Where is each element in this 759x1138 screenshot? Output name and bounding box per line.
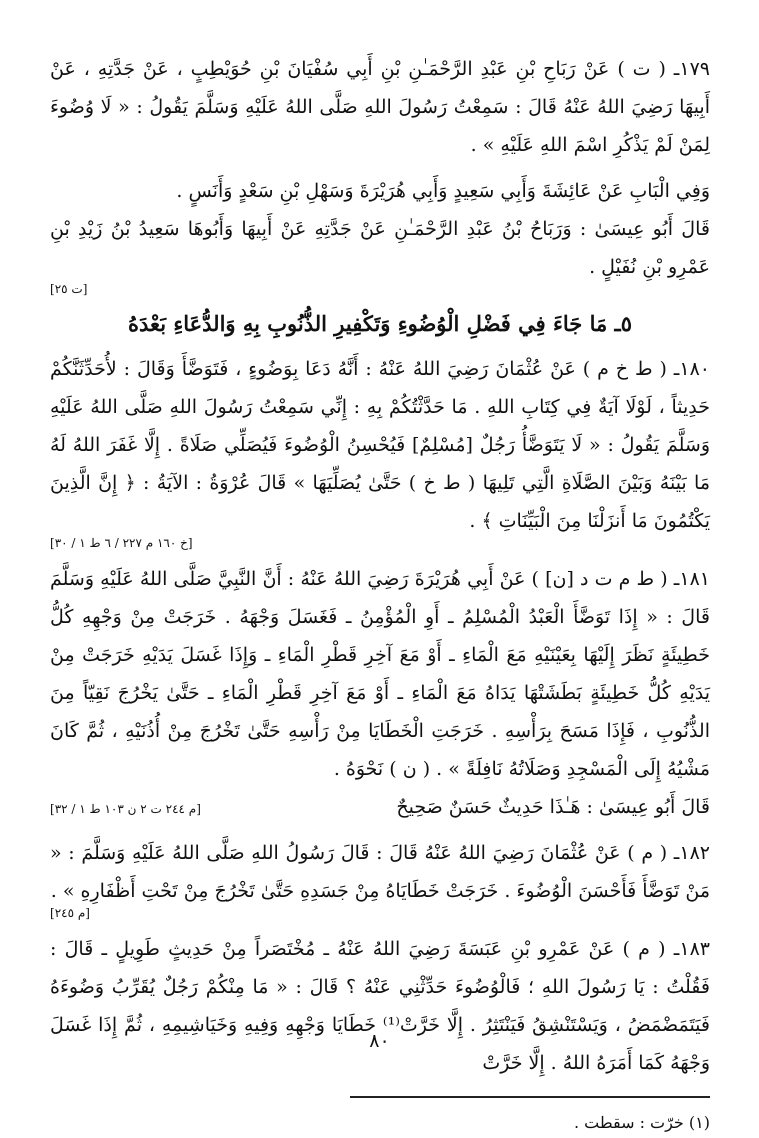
hadith-179-reference: [ت ٢٥] [50,282,88,296]
footnote-divider [350,1096,710,1098]
hadith-181-text: ١٨١ـ ( ط م ت د [ن] ) عَنْ أَبِي هُرَيْرَةَ رَضِيَ اللهُ عَنْهُ : أَنَّ النَّبِيَّ صَلَّى اللهُ عَلَيْهِ وَسَلَّمَ قَالَ : « إِذَا تَوَضَّأَ الْعَبْدُ الْمُسْلِمُ ـ أَوِ الْمُؤْمِنُ ـ فَغَسَلَ وَجْهَهُ . خَرَجَتْ مِنْ وَجْهِهِ كُلُّ خَطِيئَةٍ نَظَرَ إِلَيْهَا بِعَيْنَيْهِ مَعَ الْمَاءِ ـ أَوْ مَعَ آخِرِ قَطْرِ الْمَاءِ ـ وَإِذَا غَسَلَ يَدَيْهِ خَرَجَتْ مِنْ يَدَيْهِ كُلُّ خَطِيئَةٍ بَطَشَتْهَا يَدَاهُ مَعَ الْمَاءِ ـ أَوْ مَعَ آخِرِ قَطْرِ الْمَاءِ ـ حَتَّىٰ يَخْرُجَ نَقِيّاً مِنَ الذُّنُوبِ ، فَإِذَا مَسَحَ بِرَأْسِهِ . خَرَجَتِ الْخَطَايَا مِنْ رَأْسِهِ حَتَّىٰ تَخْرُجَ مِنْ أُذُنَيْهِ ، ثُمَّ كَانَ مَشْيُهُ إِلَى الْمَسْجِدِ وَصَلَاتُهُ نَافِلَةً » . ( ن ) نَحْوَهُ . [50,568,710,780]
hadith-181-reference: [م ٢٤٤ ت ٢ ن ١٠٣ ط ١ / ٣٢] [50,802,201,816]
hadith-179-comment: قَالَ أَبُو عِيسَىٰ : وَرَبَاحُ بْنُ عَبْدِ الرَّحْمَـٰنِ عَنْ جَدَّتِهِ عَنْ أَبِيهَا وَأَبُوهَا سَعِيدُ بْنُ زَيْدِ بْنِ عَمْرِو بْنِ نُفَيْلٍ . [50,218,710,278]
hadith-180-reference: [خ ١٦٠ م ٢٢٧ / ٦ ط ١ / ٣٠] [50,536,193,550]
document-page [50,50,710,1132]
chapter-heading: ٥ـ مَا جَاءَ فِي فَضْلِ الْوُضُوءِ وَتَكْفِيرِ الذُّنُوبِ بِهِ وَالدُّعَاءِ بَعْدَهُ [128,311,632,336]
hadith-179-text: ١٧٩ـ ( ت ) عَنْ رَبَاحِ بْنِ عَبْدِ الرَّحْمَـٰنِ بْنِ أَبِي سُفْيَانَ بْنِ حُوَيْطِبٍ ، عَنْ جَدَّتِهِ ، عَنْ أَبِيهَا رَضِيَ اللهُ عَنْهُ قَالَ : سَمِعْتُ رَسُولَ اللهِ صَلَّى اللهُ عَلَيْهِ وَسَلَّمَ يَقُولُ : « لَا وُضُوءَ لِمَنْ لَمْ يَذْكُرِ اسْمَ اللهِ عَلَيْهِ » . [50,58,710,156]
hadith-182-text: ١٨٢ـ ( م ) عَنْ عُثْمَانَ رَضِيَ اللهُ عَنْهُ قَالَ : قَالَ رَسُولُ اللهِ صَلَّى اللهُ عَلَيْهِ وَسَلَّمَ : « مَنْ تَوَضَّأَ فَأَحْسَنَ الْوُضُوءَ . خَرَجَتْ خَطَايَاهُ مِنْ جَسَدِهِ حَتَّىٰ تَخْرُجَ مِنْ تَحْتِ أَظْفَارِهِ » . [50,842,710,902]
hadith-182-reference: [م ٢٤٥] [50,906,90,920]
hadith-183-text: ١٨٣ـ ( م ) عَنْ عَمْرِو بْنِ عَبَسَةَ رَضِيَ اللهُ عَنْهُ ـ مُخْتَصَراً مِنْ حَدِيثٍ طَوِيلٍ ـ قَالَ : فَقُلْتُ : يَا رَسُولَ اللهِ ؛ فَالْوُضُوءَ حَدِّثْنِي عَنْهُ ؟ قَالَ : « مَا مِنْكُمْ رَجُلٌ يُقَرِّبُ وَضُوءَهُ فَيَتَمَضْمَضُ ، وَيَسْتَنْشِقُ فَيَنْتَثِرُ . إِلَّا خَرَّتْ⁽¹⁾ خَطَايَا وَجْهِهِ وَفِيهِ وَخَيَاشِيمِهِ ، ثُمَّ إِذَا غَسَلَ وَجْهَهُ كَمَا أَمَرَهُ اللهُ . إِلَّا خَرَّتْ [50,938,710,1074]
hadith-181-comment: قَالَ أَبُو عِيسَىٰ : هَـٰذَا حَدِيثٌ حَسَنٌ صَحِيحٌ [396,796,710,818]
footnote: (١) خرّت : سقطت . [573,1113,710,1132]
page-number: ٨٠ [369,1030,390,1052]
hadith-179-bab: وَفِي الْبَابِ عَنْ عَائِشَةَ وَأَبِي سَعِيدٍ وَأَبِي هُرَيْرَةَ وَسَهْلِ بْنِ سَعْدٍ وَأَنَسٍ . [176,180,710,202]
hadith-180-text: ١٨٠ـ ( ط خ م ) عَنْ عُثْمَانَ رَضِيَ اللهُ عَنْهُ : أَنَّهُ دَعَا بِوَضُوءٍ ، فَتَوَضَّأَ وَقَالَ : لأُحَدِّثَنَّكُمْ حَدِيثاً ، لَوْلَا آيَةٌ فِي كِتَابِ اللهِ . مَا حَدَّثْتُكُمْ بِهِ : إِنِّي سَمِعْتُ رَسُولَ اللهِ صَلَّى اللهُ عَلَيْهِ وَسَلَّمَ يَقُولُ : « لَا يَتَوَضَّأُ رَجُلٌ [مُسْلِمٌ] فَيُحْسِنُ الْوُضُوءَ فَيُصَلِّي صَلَاةً . إِلَّا غَفَرَ اللهُ لَهُ مَا بَيْنَهُ وَبَيْنَ الصَّلَاةِ الَّتِي تَلِيهَا ( ط خ ) حَتَّىٰ يُصَلِّيَهَا » قَالَ عُرْوَةُ : الآيَةُ : ﴿ إِنَّ الَّذِينَ يَكْتُمُونَ مَا أَنزَلْنَا مِنَ الْبَيِّنَاتِ ﴾ . [50,358,710,532]
